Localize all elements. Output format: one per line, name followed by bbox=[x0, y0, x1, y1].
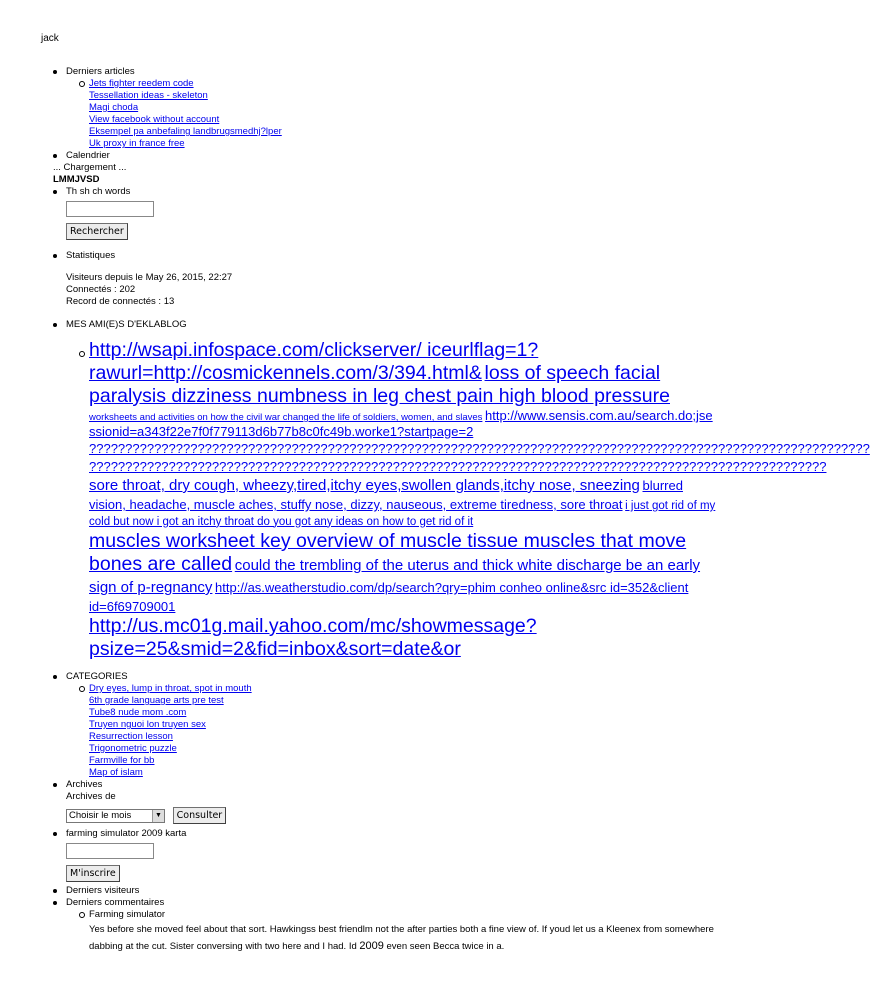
category-link[interactable]: Resurrection lesson bbox=[89, 731, 173, 742]
category-link[interactable]: Truyen nguoi lon truyen sex bbox=[89, 719, 206, 730]
stats-record: Record de connectés : 13 bbox=[66, 296, 175, 307]
friend-link[interactable]: worksheets and activities on how the civil war changed the life of soldiers, women, and slaves bbox=[89, 412, 483, 423]
widget-friends bbox=[53, 319, 870, 671]
category-link[interactable]: Trigonometric puzzle bbox=[89, 743, 177, 754]
widget-recent-comments bbox=[53, 897, 753, 955]
friend-link[interactable]: sore throat, dry cough, wheezy,tired,itchy eyes,swollen glands,itchy nose, sneezing bbox=[89, 477, 640, 494]
widget-title: Statistiques bbox=[66, 250, 116, 261]
search-button[interactable]: Rechercher bbox=[66, 223, 128, 240]
friend-link[interactable]: http://www.sensis.com.au/search.do;jsessionid=a343f22e7f0f779113d6b77b8c0fc49b.worke1?startpage=2 bbox=[89, 408, 713, 439]
friend-link[interactable]: i just got rid of my cold but now i got an itchy throat do you got any ideas on how to get rid of it bbox=[89, 500, 716, 528]
category-link[interactable]: Dry eyes, lump in throat, spot in mouth bbox=[89, 683, 252, 694]
article-link[interactable]: Jets fighter reedem code bbox=[89, 78, 194, 89]
category-link[interactable]: Tube8 nude mom .com bbox=[89, 707, 187, 718]
article-link[interactable]: View facebook without account bbox=[89, 114, 220, 125]
sidebar-widgets bbox=[53, 66, 870, 955]
newsletter-email-input[interactable] bbox=[66, 843, 154, 859]
friend-link[interactable]: http://as.weatherstudio.com/dp/search?qry=phim conheo online&src id=352&client id=6f69709001 bbox=[89, 580, 689, 614]
article-link[interactable]: Eksempel pa anbefaling landbrugsmedhj?lper bbox=[89, 126, 282, 137]
widget-title: CATEGORIES bbox=[66, 671, 128, 682]
site-name: jack bbox=[41, 33, 59, 44]
month-select[interactable] bbox=[66, 809, 165, 823]
stats-visitors: Visiteurs depuis le May 26, 2015, 22:27 bbox=[66, 272, 233, 283]
widget-archives bbox=[53, 779, 753, 824]
search-input[interactable] bbox=[66, 201, 154, 217]
friend-link[interactable]: ???????????????????????????????????????????????????????????????????????????????????????????????????????????? bbox=[89, 441, 870, 456]
widget-newsletter bbox=[53, 828, 753, 882]
friend-link[interactable]: http://us.mc01g.mail.yahoo.com/mc/showmessage?psize=25&smid=2&fid=inbox&sort=date&or bbox=[89, 615, 537, 660]
category-link[interactable]: Farmville for bb bbox=[89, 755, 155, 766]
widget-title: Calendrier bbox=[66, 150, 110, 161]
chevron-down-icon: ▼ bbox=[152, 810, 164, 822]
comment-title: Farming simulator bbox=[89, 909, 166, 920]
comment-text: Yes before she moved feel about that sort. Hawkingss best friendlm not the after parties both a fine view of. If youd let us a Kleenex from somewhere dabbing at the cut. Sister conversing with two here and I had. Id 2009 even seen Becca twice in a. bbox=[89, 924, 714, 952]
friend-link[interactable]: ?????????????????????????????????????????????????????????????????????????????????????????????????????? bbox=[89, 459, 827, 474]
friend-link[interactable]: muscles worksheet key overview of muscle tissue muscles that move bones are called bbox=[89, 530, 687, 575]
widget-stats bbox=[53, 250, 753, 319]
widget-calendar bbox=[53, 150, 753, 186]
category-link[interactable]: Map of islam bbox=[89, 767, 143, 778]
friend-link[interactable]: http://wsapi.infospace.com/clickserver/ iceurlflag=1?rawurl=http://cosmickennels.com/3/394.html& bbox=[89, 339, 539, 384]
widget-title: MES AMI(E)S D'EKLABLOG bbox=[66, 319, 187, 330]
month-select-value: Choisir le mois bbox=[69, 809, 132, 821]
archives-submit-button[interactable]: Consulter bbox=[173, 807, 227, 824]
article-link[interactable]: Tessellation ideas - skeleton bbox=[89, 90, 208, 101]
friend-link[interactable]: could the trembling of the uterus and thick white discharge be an early sign of p-regnancy bbox=[89, 557, 701, 596]
widget-recent-visitors bbox=[53, 885, 753, 897]
article-link[interactable]: Magi choda bbox=[89, 102, 139, 113]
widget-categories bbox=[53, 671, 753, 779]
friend-link[interactable]: loss of speech facial paralysis dizziness numbness in leg chest pain high blood pressure bbox=[89, 362, 670, 407]
widget-recent-articles bbox=[53, 66, 753, 150]
article-link[interactable]: Uk proxy in france free bbox=[89, 138, 185, 149]
subscribe-button[interactable]: M'inscrire bbox=[66, 865, 120, 882]
widget-title: Derniers commentaires bbox=[66, 897, 165, 908]
widget-search bbox=[53, 186, 753, 240]
widget-title: Derniers articles bbox=[66, 66, 135, 77]
widget-title: Derniers visiteurs bbox=[66, 885, 140, 896]
widget-title: farming simulator 2009 karta bbox=[66, 828, 187, 839]
archives-label: Archives de bbox=[66, 791, 116, 802]
calendar-days: LMMJVSD bbox=[53, 174, 100, 185]
category-link[interactable]: 6th grade language arts pre test bbox=[89, 695, 224, 706]
calendar-loading: ... Chargement ... bbox=[53, 162, 127, 173]
friend-link[interactable]: blurred vision, headache, muscle aches, stuffy nose, dizzy, nauseous, extreme tiredness, sore throat bbox=[89, 478, 683, 512]
stats-connected: Connectés : 202 bbox=[66, 284, 136, 295]
widget-title: Th sh ch words bbox=[66, 186, 131, 197]
widget-title: Archives bbox=[66, 779, 103, 790]
